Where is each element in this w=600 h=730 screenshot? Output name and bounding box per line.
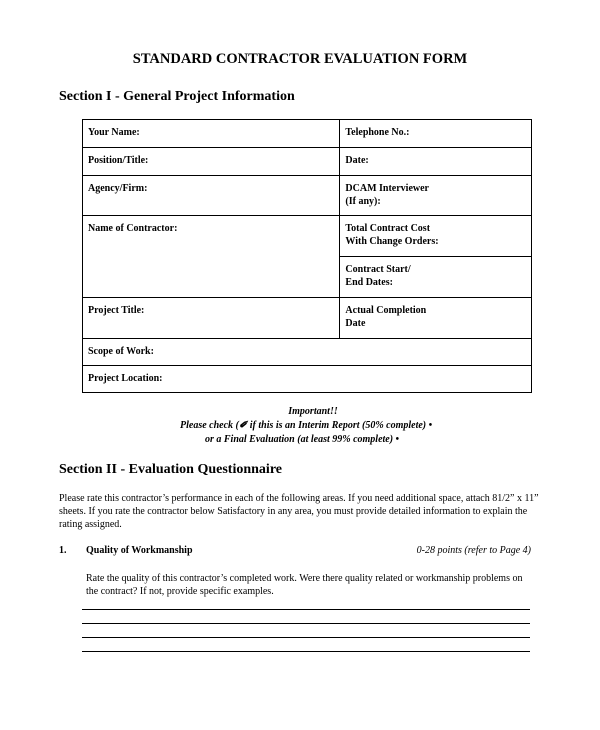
position-title-field[interactable] [83,148,340,176]
total-contract-cost-label-2: With Change Orders: [345,236,439,247]
dcam-interviewer-label-2: (If any): [345,196,381,207]
form-title: STANDARD CONTRACTOR EVALUATION FORM [132,51,468,67]
contract-dates-label: Contract Start/ [345,264,411,275]
answer-line[interactable] [82,637,530,638]
scope-of-work-field[interactable] [83,339,532,366]
your-name-label: Your Name: [88,127,140,138]
contract-dates-label-2: End Dates: [345,277,393,288]
completion-date-label: Actual Completion [345,305,427,316]
important-heading: Important!! [288,406,338,417]
section-1-heading: Section I - General Project Information [59,89,295,104]
your-name-field[interactable] [83,120,340,148]
project-title-label: Project Title: [88,305,145,316]
question-number: 1. [59,545,67,556]
position-title-label: Position/Title: [88,155,149,166]
completion-date-label-2: Date [345,318,366,329]
dcam-interviewer-field[interactable] [340,176,532,216]
total-contract-cost-field[interactable] [340,216,532,257]
scope-of-work-label: Scope of Work: [88,346,154,357]
answer-line[interactable] [82,623,530,624]
telephone-field[interactable] [340,120,532,148]
project-title-field[interactable] [83,298,340,339]
final-evaluation-option[interactable]: or a Final Evaluation (at least 99% complete) • [205,434,400,445]
project-location-field[interactable] [83,366,532,393]
contract-dates-field[interactable] [340,257,532,298]
contractor-name-field[interactable] [83,216,340,298]
important-note [0,405,600,445]
answer-line[interactable] [82,651,530,652]
section-2-heading: Section II - Evaluation Questionnaire [59,462,282,477]
project-info-table [82,119,532,393]
agency-firm-label: Agency/Firm: [88,183,148,194]
answer-line[interactable] [82,609,530,610]
total-contract-cost-label: Total Contract Cost [345,223,431,234]
interim-report-option[interactable]: Please check (✐ if this is an Interim Report (50% complete) • [180,420,433,431]
project-location-label: Project Location: [88,373,163,384]
dcam-interviewer-label: DCAM Interviewer [345,183,429,194]
date-label: Date: [345,155,369,166]
agency-firm-field[interactable] [83,176,340,216]
contractor-name-label: Name of Contractor: [88,223,178,234]
question-title: Quality of Workmanship [86,545,193,556]
questionnaire-instructions: Please rate this contractor’s performance in each of the following areas. If you need additional space, attach 81/2” x 11” sheets. If you rate the contractor below Satisfactory in any area, you must provide detailed information to explain the rating assigned. [59,493,539,530]
question-points: 0-28 points (refer to Page 4) [416,545,531,556]
completion-date-field[interactable] [340,298,532,339]
telephone-label: Telephone No.: [345,127,410,138]
question-prompt: Rate the quality of this contractor’s completed work. Were there quality related or workmanship problems on the contract? If not, provide specific examples. [86,573,523,597]
date-field[interactable] [340,148,532,176]
